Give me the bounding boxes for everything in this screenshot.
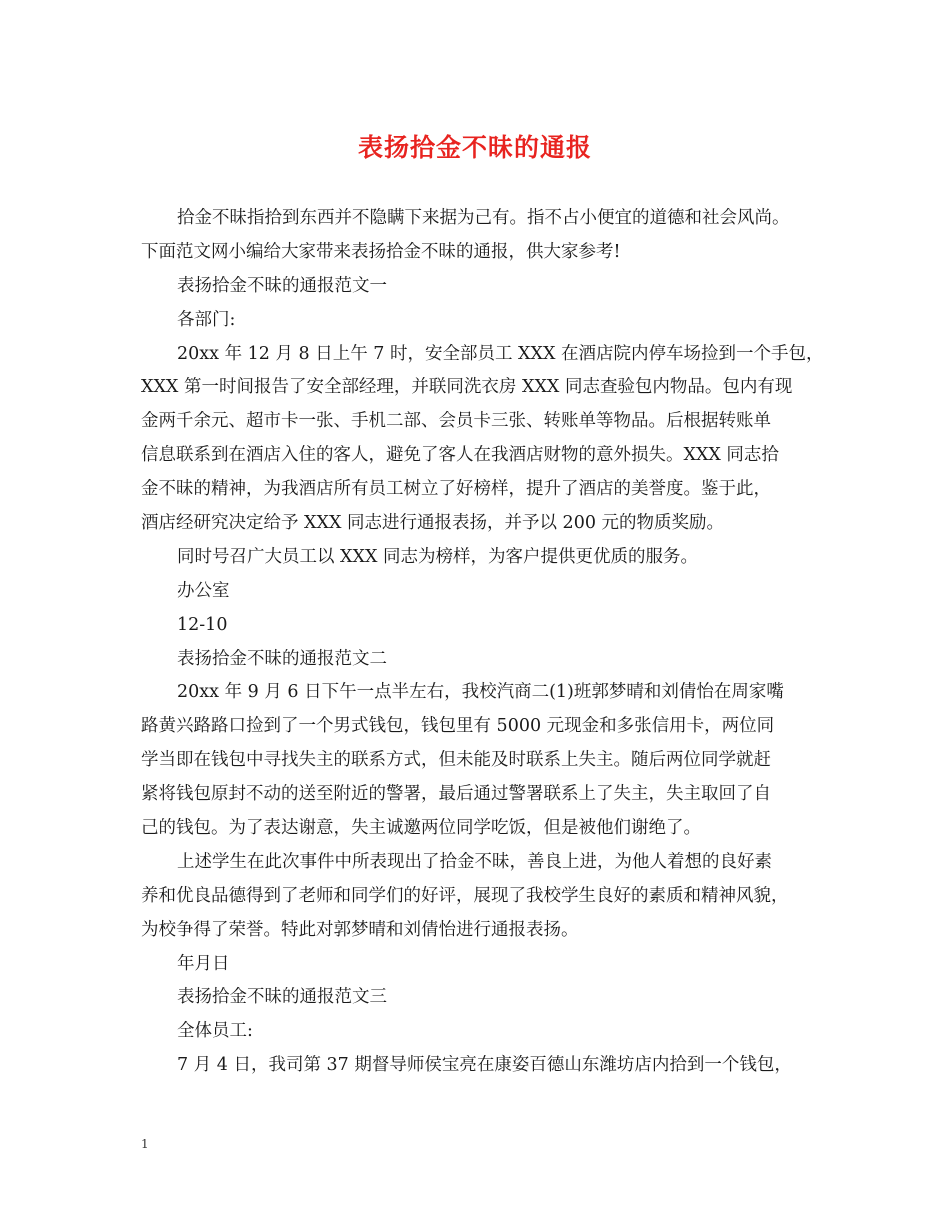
paragraph-line: 金不昧的精神，为我酒店所有员工树立了好榜样，提升了酒店的美誉度。鉴于此， [141, 479, 771, 500]
section-heading: 表扬拾金不昧的通报范文三 [177, 987, 387, 1008]
paragraph-line: 紧将钱包原封不动的送至附近的警署，最后通过警署联系上了失主，失主取回了自 [141, 784, 771, 805]
paragraph-line: 路黄兴路路口捡到了一个男式钱包，钱包里有 5000 元现金和多张信用卡，两位同 [141, 716, 775, 737]
page-number: 1 [141, 1137, 149, 1151]
paragraph-line: XXX 第一时间报告了安全部经理，并联同洗衣房 XXX 同志查验包内物品。包内有现 [141, 377, 793, 398]
date-line: 年月日 [177, 953, 230, 974]
date-line: 12-10 [177, 614, 228, 635]
paragraph-line: 己的钱包。为了表达谢意，失主诚邀两位同学吃饭，但是被他们谢绝了。 [141, 818, 701, 839]
paragraph-line: 酒店经研究决定给予 XXX 同志进行通报表扬，并予以 200 元的物质奖励。 [141, 513, 725, 534]
paragraph-line: 下面范文网小编给大家带来表扬拾金不昧的通报，供大家参考! [141, 241, 621, 262]
document-title: 表扬拾金不昧的通报 [357, 133, 592, 162]
paragraph-line: 同时号召广大员工以 XXX 同志为榜样，为客户提供更优质的服务。 [177, 546, 698, 567]
paragraph-line: 为校争得了荣誉。特此对郭梦晴和刘倩怡进行通报表扬。 [141, 919, 579, 940]
paragraph-line: 养和优良品德得到了老师和同学们的好评，展现了我校学生良好的素质和精神风貌， [141, 885, 789, 906]
paragraph-line: 金两千余元、超市卡一张、手机二部、会员卡三张、转账单等物品。后根据转账单 [141, 411, 771, 432]
paragraph-line: 拾金不昧指拾到东西并不隐瞒下来据为己有。指不占小便宜的道德和社会风尚。 [177, 208, 790, 228]
signature: 办公室 [177, 580, 230, 601]
paragraph-line: 20xx 年 12 月 8 日上午 7 时，安全部员工 XXX 在酒店院内停车场捡到一个手包， [177, 343, 824, 364]
paragraph-line: 20xx 年 9 月 6 日下午一点半左右，我校汽商二(1)班郭梦晴和刘倩怡在周家嘴 [177, 682, 784, 703]
paragraph-line: 7 月 4 日，我司第 37 期督导师侯宝亮在康姿百德山东潍坊店内拾到一个钱包， [177, 1055, 792, 1076]
section-heading: 表扬拾金不昧的通报范文一 [177, 275, 387, 296]
document-body [141, 202, 824, 1083]
paragraph-line: 信息联系到在酒店入住的客人，避免了客人在我酒店财物的意外损失。XXX 同志拾 [141, 445, 779, 466]
paragraph-line: 学当即在钱包中寻找失主的联系方式，但未能及时联系上失主。随后两位同学就赶 [141, 750, 771, 771]
paragraph-line: 上述学生在此次事件中所表现出了拾金不昧，善良上进，为他人着想的良好素 [177, 851, 772, 872]
salutation: 各部门: [177, 309, 236, 330]
section-heading: 表扬拾金不昧的通报范文二 [177, 648, 387, 669]
salutation: 全体员工: [177, 1021, 253, 1042]
